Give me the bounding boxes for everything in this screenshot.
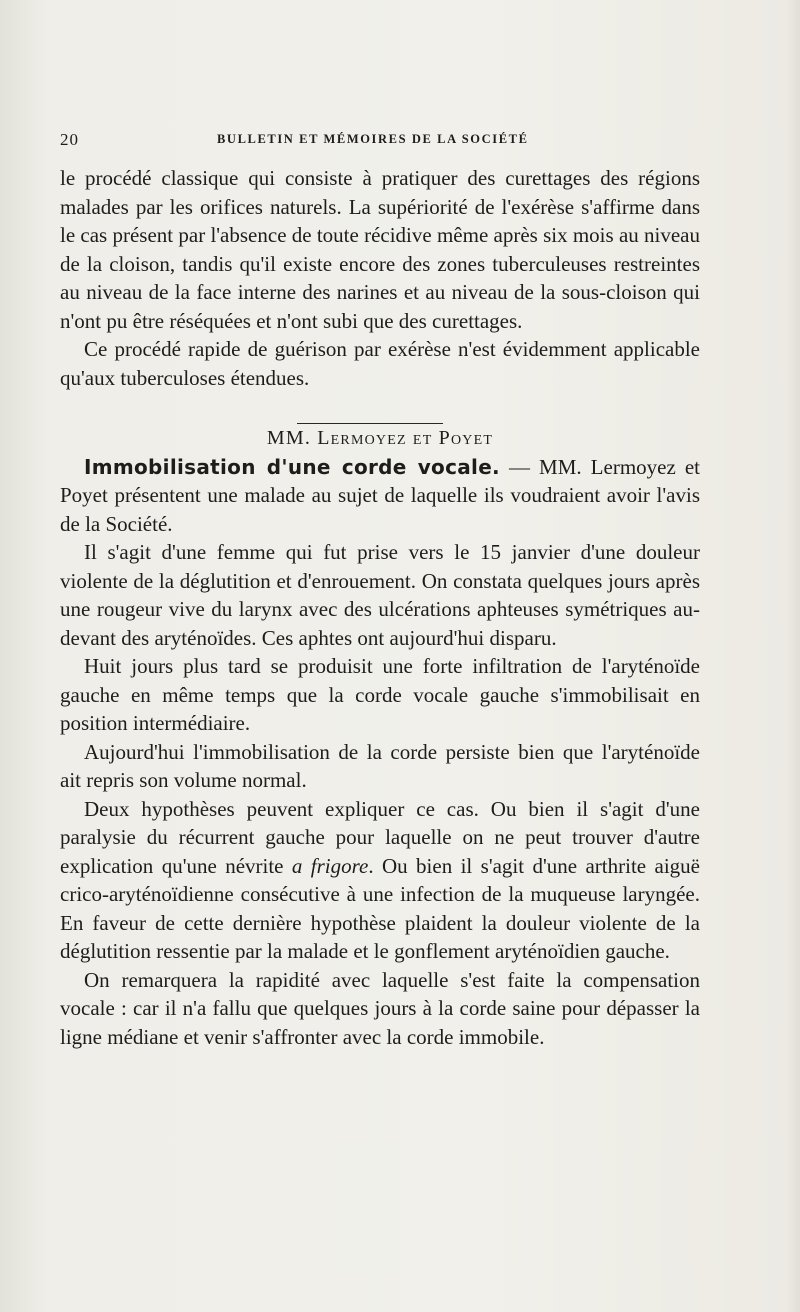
hypotheses-text-b: . Ou bien il s'agit d'une arthrite aiguë crico-aryténoïdienne consécutive à une infection de la muqueuse laryngée. En faveur de cette dernière hypothèse plaident la douleur violente de la déglutition ressentie par la malade et le gonflement aryténoïdien gauche. <box>60 853 700 963</box>
section-title-paragraph <box>60 453 700 539</box>
paragraph-current-state: Aujourd'hui l'immobilisation de la corde persiste bien que l'aryténoïde ait repris son volume normal. <box>60 739 700 792</box>
paragraph-conclusion: Ce procédé rapide de guérison par exérèse n'est évidemment applicable qu'aux tuberculoses étendues. <box>60 337 700 390</box>
running-head: BULLETIN ET MÉMOIRES DE LA SOCIÉTÉ <box>217 132 529 146</box>
section-divider <box>297 423 443 424</box>
paragraph-hypotheses <box>60 795 700 966</box>
hypotheses-text-a: Deux hypothèses peuvent expliquer ce cas. Ou bien il s'agit d'une paralysie du récurrent gauche pour laquelle on ne peut trouver d'autre explication qu'une névrite <box>60 796 700 878</box>
section-intro: — MM. Lermoyez et Poyet présentent une malade au sujet de laquelle ils voudraient avoir l'avis de la Société. <box>60 454 700 536</box>
page-edge-shadow <box>786 0 800 1312</box>
page-number: 20 <box>60 130 79 149</box>
paragraph-continuation: le procédé classique qui consiste à pratiquer des curettages des régions malades par les orifices naturels. La supériorité de l'exérèse s'affirme dans le cas présent par l'absence de toute récidive même après six mois au niveau de la cloison, tandis qu'il existe encore des zones tuberculeuses restreintes au niveau de la face interne des narines et au niveau de la sous-cloison qui n'ont pu être réséquées et n'ont subi que des curettages. <box>60 166 700 333</box>
hypotheses-italic-term: a frigore <box>291 853 369 878</box>
paragraph-infiltration: Huit jours plus tard se produisit une forte infiltration de l'aryténoïde gauche en même temps que la corde vocale gauche s'immobilisait en position intermédiaire. <box>60 654 700 735</box>
page-body <box>60 164 700 1051</box>
section-authors: MM. Lermoyez et Poyet <box>266 427 494 449</box>
page-header <box>60 130 720 150</box>
section-title: Immobilisation d'une corde vocale. <box>84 454 500 479</box>
paragraph-case-history: Il s'agit d'une femme qui fut prise vers le 15 janvier d'une douleur violente de la déglutition et d'enrouement. On constata quelques jours après une rougeur vive du larynx avec des ulcérations aphteuses symétriques au-devant des aryténoïdes. Ces aphtes ont aujourd'hui disparu. <box>60 540 700 650</box>
paragraph-compensation: On remarquera la rapidité avec laquelle s'est faite la compensation vocale : car il n'a fallu que quelques jours à la corde saine pour dépasser la ligne médiane et venir s'affronter avec la corde immobile. <box>60 967 700 1049</box>
